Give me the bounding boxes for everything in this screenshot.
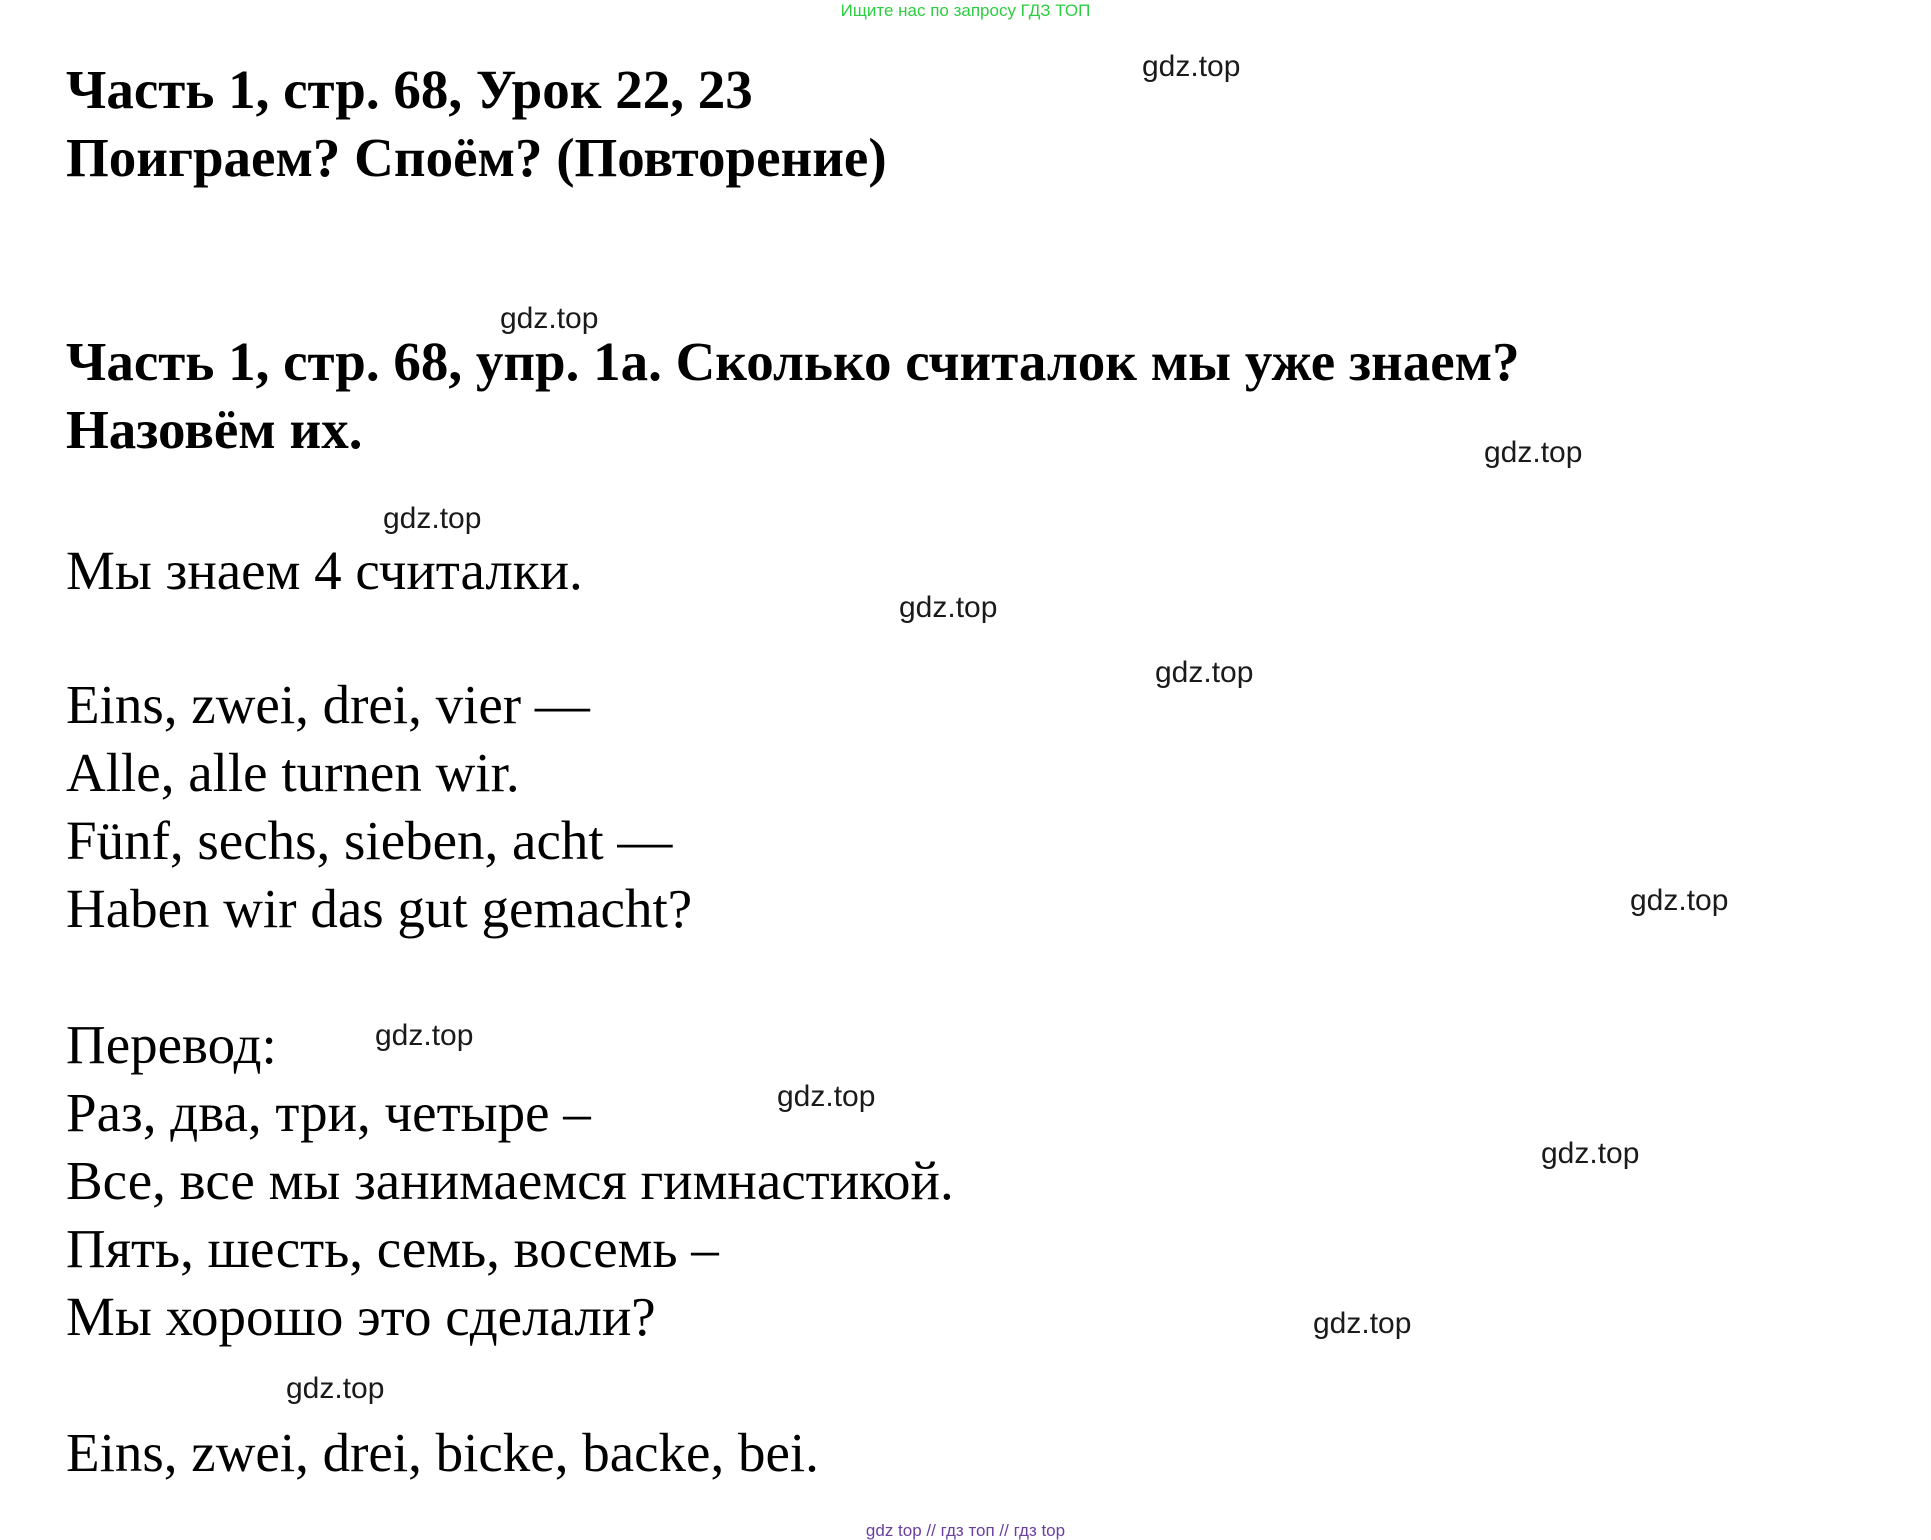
rhyme2-de-line: Eins, zwei, drei, bicke, backe, bei.: [66, 1422, 819, 1483]
rhyme-de-line: Haben wir das gut gemacht?: [66, 878, 693, 939]
answer-text: Мы знаем 4 считалки.: [66, 540, 583, 601]
watermark: gdz.top: [777, 1080, 876, 1113]
watermark: gdz.top: [1484, 436, 1583, 469]
watermark: gdz.top: [383, 502, 482, 535]
lesson-title: Часть 1, стр. 68, Урок 22, 23: [66, 59, 753, 120]
exercise-title: Часть 1, стр. 68, упр. 1a. Сколько считалок мы уже знаем?: [66, 331, 1520, 392]
watermark: gdz.top: [1630, 884, 1729, 917]
watermark: gdz.top: [899, 591, 998, 624]
watermark: gdz.top: [1142, 50, 1241, 83]
watermark: gdz.top: [1155, 656, 1254, 689]
footer-links[interactable]: gdz top // гдз топ // гдз top: [865, 1521, 1066, 1540]
watermark: gdz.top: [375, 1019, 474, 1052]
rhyme-ru-line: Раз, два, три, четыре –: [66, 1082, 591, 1143]
top-banner[interactable]: Ищите нас по запросу ГДЗ ТОП: [840, 1, 1091, 20]
watermark: gdz.top: [1313, 1307, 1412, 1340]
rhyme-ru-line: Пять, шесть, семь, восемь –: [66, 1218, 719, 1279]
rhyme-de-line: Alle, alle turnen wir.: [66, 742, 520, 803]
lesson-subtitle: Поиграем? Споём? (Повторение): [66, 127, 887, 188]
rhyme-ru-line: Все, все мы занимаемся гимнастикой.: [66, 1150, 954, 1211]
watermark: gdz.top: [1541, 1137, 1640, 1170]
exercise-title-continued: Назовём их.: [66, 399, 363, 460]
rhyme-de-line: Fünf, sechs, sieben, acht —: [66, 810, 673, 871]
rhyme-de-line: Eins, zwei, drei, vier —: [66, 674, 590, 735]
watermark: gdz.top: [286, 1372, 385, 1405]
watermark: gdz.top: [500, 302, 599, 335]
translation-label: Перевод:: [66, 1014, 277, 1075]
rhyme-ru-line: Мы хорошо это сделали?: [66, 1286, 656, 1347]
